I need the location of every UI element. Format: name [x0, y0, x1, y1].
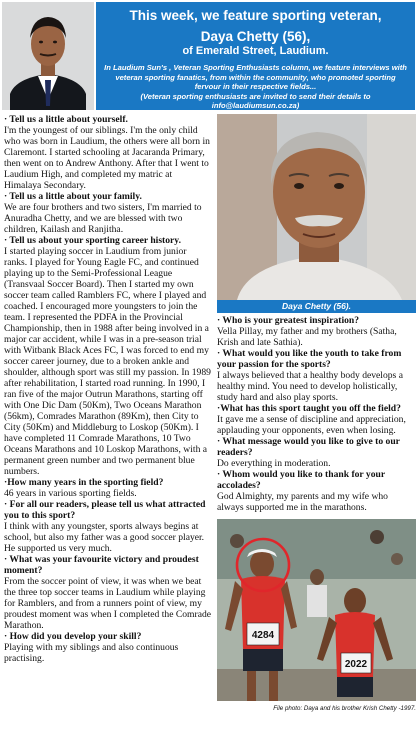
- question: · Tell us about your sporting career history.: [4, 235, 181, 246]
- marathon-caption: File photo: Daya and his brother Krish Chetty -1997.: [273, 705, 416, 712]
- header: [2, 2, 415, 110]
- portrait-photo-image: [217, 114, 416, 300]
- question: · What message would you like to give to our readers?: [217, 436, 400, 458]
- answer: We are four brothers and two sisters, I'm married to Anuradha Chetty, and we are blessed with two children, Kailash and Ranjitha.: [4, 202, 202, 235]
- question: · Whom would you like to thank for your accolades?: [217, 469, 385, 491]
- answer: It gave me a sense of discipline and appreciation, applauding your opponents, even when losing.: [217, 414, 406, 436]
- answer: Playing with my siblings and also continuous practising.: [4, 642, 179, 664]
- interview-left-column: [4, 114, 211, 734]
- answer: I think with any youngster, sports always begins at school, but also my father was a good soccer player. He supported us very much.: [4, 521, 205, 554]
- answer: I started playing soccer in Laudium from junior ranks. I played for Young Eagle FC, and continued playing up to the Semi-Professional League (Transvaal Soccer Board). Then I started my own soccer team called Ramblers FC, where I played and coached. I encouraged more youngsters to join the team. I represented the PDFA in the Provincial Championship, then in 1988 after being involved in a major car accident, while I was in a pre-season trial with Witbank Black Aces FC, I was forced to end my soccer career journey, due to a broken ankle and shoulder, although sport was still my passion. In 1989 after rehabilitation, I started road running. In 1990, I ran five of the major Outrun Marathons, starting off with One Dic Dam (50Km), Two Oceans Marathon (56km), Comrades Marathon (89Km), then City to City (50Km) and Middleburg to Loskop (50Km). I have completed 11 Comrade Marathons, 10 Two Oceans Marathons and 10 Loskop Marathons, with a permanent green number and two permanent blue numbers.: [4, 246, 211, 477]
- question: · Who is your greatest inspiration?: [217, 315, 360, 326]
- answer: I'm the youngest of our siblings. I'm the only child who was born in Laudium, the others were all born in Claremont. I started schooling at Jacaranda Primary, then went on to Andrew Anthony. After that I went to Laudium High, and completed my matric at Himalaya Secondary.: [4, 125, 210, 191]
- bib-number-right: 2022: [344, 659, 368, 670]
- answer: 46 years in various sporting fields.: [4, 488, 137, 499]
- question: · Tell us a little about yourself.: [4, 114, 128, 125]
- question: · What was your favourite victory and proudest moment?: [4, 554, 199, 576]
- question: · Tell us a little about your family.: [4, 191, 142, 202]
- portrait-image: [2, 2, 94, 110]
- portrait-caption: Daya Chetty (56).: [217, 300, 416, 313]
- column-invite: (Veteran sporting enthusiasts are invited to send their details to info@laudiumsun.co.za): [140, 91, 371, 111]
- bib-number-left: 4284: [251, 630, 275, 641]
- answer: God Almighty, my parents and my wife who always supported me in the marathons.: [217, 491, 388, 513]
- header-banner: [96, 2, 415, 110]
- question: ·What has this sport taught you off the field?: [217, 403, 401, 414]
- answer: I always believed that a healthy body develops a healthy mind. You need to develop holistically, study hard and also play sports.: [217, 370, 403, 403]
- header-portrait: [2, 2, 94, 110]
- marathon-photo-image: [217, 519, 416, 701]
- question: · How did you develop your skill?: [4, 631, 142, 642]
- question: ·How many years in the sporting field?: [4, 477, 164, 488]
- interview-right-column: [217, 114, 416, 734]
- question: · What would you like the youth to take from your passion for the sports?: [217, 348, 402, 370]
- column-intro: In Laudium Sun's , Veteran Sporting Enthusiasts column, we feature interviews with veteran sporting fanatics, from within the community, who promoted sporting fervour in their respective fields...: [104, 63, 407, 92]
- feature-address: of Emerald Street, Laudium.: [182, 45, 329, 57]
- answer: From the soccer point of view, it was when we beat the three top soccer teams in Laudium while playing for Ramblers, and from a runners point of view, my proudest moment was when I completed the Comrade Marathon.: [4, 576, 211, 631]
- answer: Do everything in moderation.: [217, 458, 331, 469]
- marathon-photo: [217, 519, 416, 701]
- portrait-photo: [217, 114, 416, 300]
- feature-name: Daya Chetty (56),: [200, 29, 311, 44]
- question: · For all our readers, please tell us what attracted you to this sport?: [4, 499, 206, 521]
- feature-title: This week, we feature sporting veteran,: [129, 8, 382, 23]
- answer: Vella Pillay, my father and my brothers (Satha, Krish and late Sathia).: [217, 326, 397, 348]
